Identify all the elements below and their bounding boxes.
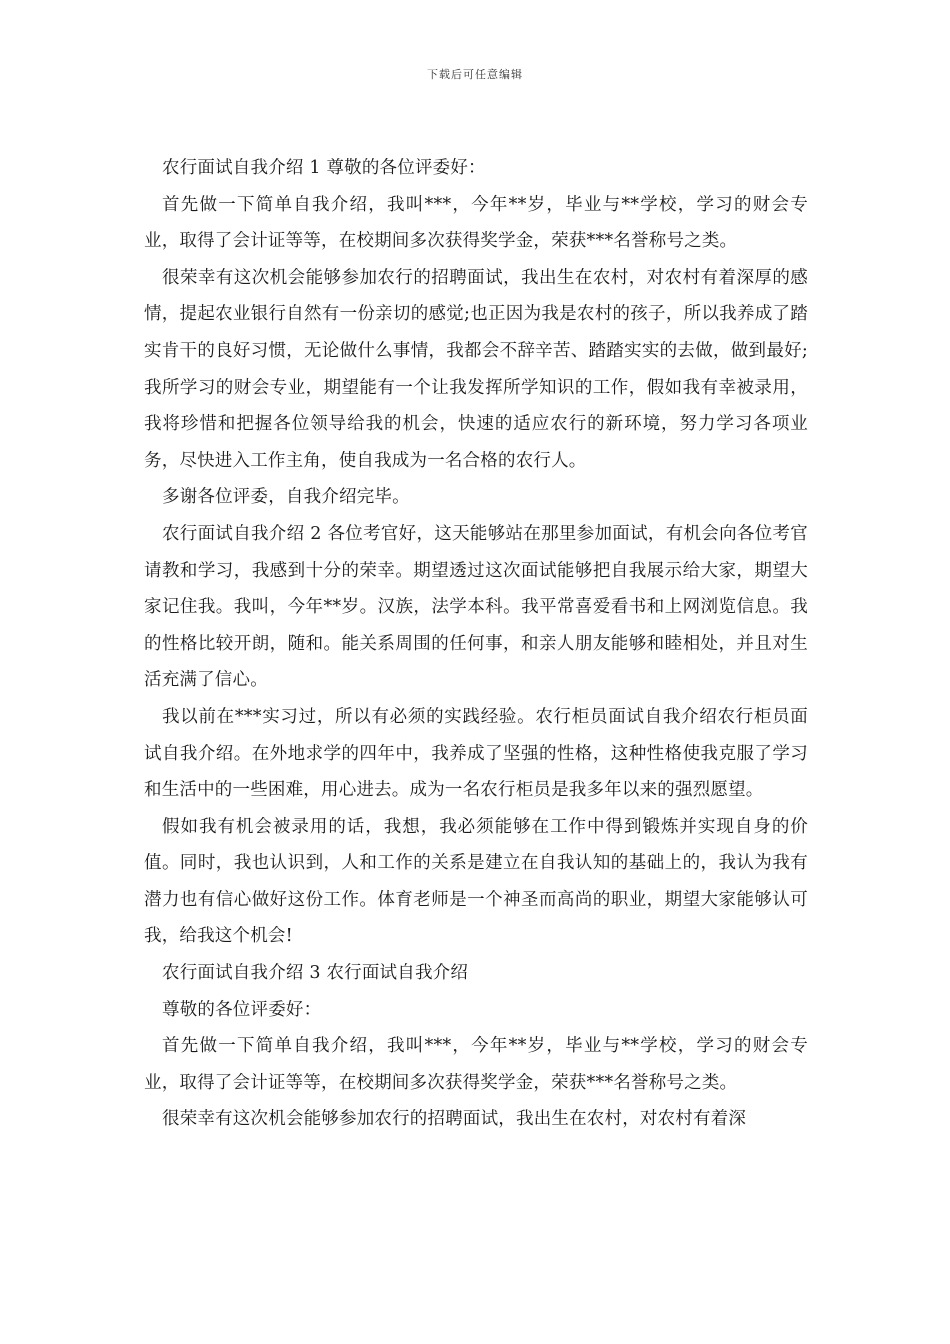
document-body [144, 150, 808, 1138]
paragraph: 很荣幸有这次机会能够参加农行的招聘面试，我出生在农村，对农村有着深 [162, 1109, 747, 1130]
header-note: 下载后可任意编辑 [427, 68, 523, 81]
paragraph: 首先做一下简单自我介绍，我叫***，今年**岁，毕业与**学校，学习的财会专业，取得了会计证等等，在校期间多次获得奖学金，荣获***名誉称号之类。 [144, 194, 808, 252]
paragraph: 农行面试自我介绍 1 尊敬的各位评委好： [162, 158, 486, 178]
paragraph: 农行面试自我介绍 3 农行面试自我介绍 [162, 963, 469, 984]
paragraph: 假如我有机会被录用的话，我想，我必须能够在工作中得到锻炼并实现自身的价值。同时，我也认识到，人和工作的关系是建立在自我认知的基础上的，我认为我有潜力也有信心做好这份工作。体育老师是一个神圣而高尚的职业，期望大家能够认可我，给我这个机会! [144, 816, 808, 947]
paragraph: 多谢各位评委，自我介绍完毕。 [162, 487, 410, 508]
paragraph: 尊敬的各位评委好： [162, 999, 322, 1020]
paragraph: 农行面试自我介绍 2 各位考官好，这天能够站在那里参加面试，有机会向各位考官请教和学习，我感到十分的荣幸。期望透过这次面试能够把自我展示给大家，期望大家记住我。我叫，今年**岁。汉族，法学本科。我平常喜爱看书和上网浏览信息。我的性格比较开朗，随和。能关系周围的任何事，和亲人朋友能够和睦相处，并且对生活充满了信心。 [144, 523, 808, 691]
paragraph: 首先做一下简单自我介绍，我叫***，今年**岁，毕业与**学校，学习的财会专业，取得了会计证等等，在校期间多次获得奖学金，荣获***名誉称号之类。 [144, 1036, 808, 1093]
paragraph: 很荣幸有这次机会能够参加农行的招聘面试，我出生在农村，对农村有着深厚的感情，提起农业银行自然有一份亲切的感觉;也正因为我是农村的孩子，所以我养成了踏实肯干的良好习惯，无论做什么事情，我都会不辞辛苦、踏踏实实的去做，做到最好;我所学习的财会专业，期望能有一个让我发挥所学知识的工作，假如我有幸被录用，我将珍惜和把握各位领导给我的机会，快速的适应农行的新环境，努力学习各项业务，尽快进入工作主角，使自我成为一名合格的农行人。 [144, 267, 808, 471]
paragraph: 我以前在***实习过，所以有必须的实践经验。农行柜员面试自我介绍农行柜员面试自我介绍。在外地求学的四年中，我养成了坚强的性格，这种性格使我克服了学习和生活中的一些困难，用心进去。成为一名农行柜员是我多年以来的强烈愿望。 [144, 706, 808, 801]
